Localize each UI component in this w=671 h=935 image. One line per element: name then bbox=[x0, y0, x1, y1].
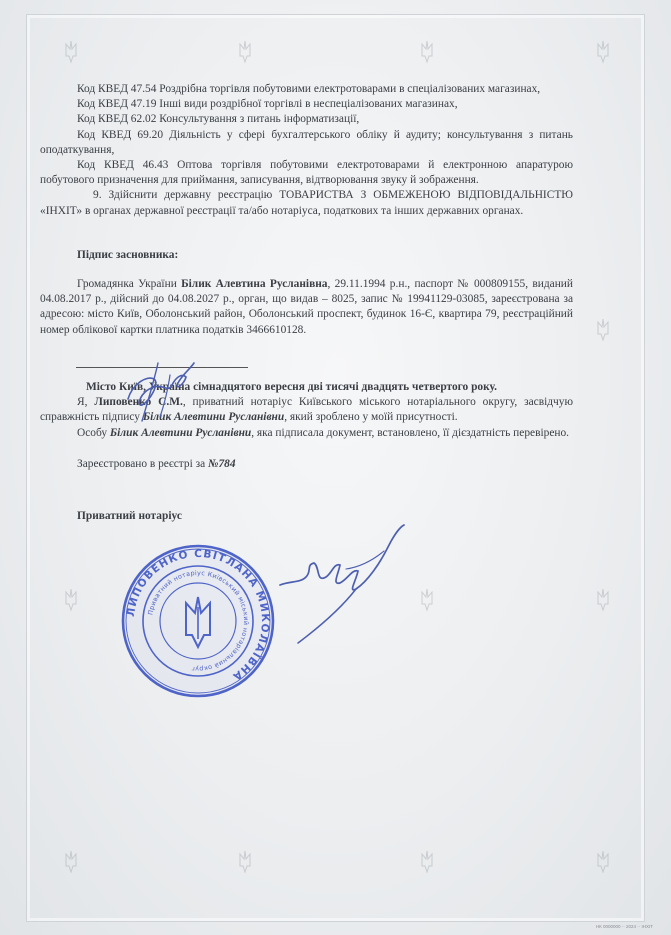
spacer bbox=[40, 263, 573, 277]
kved-line: Код КВЕД 47.19 Інші види роздрібної торгівлі в неспеціалізованих магазинах, bbox=[77, 98, 458, 111]
stamp-inner-text: Приватний нотаріус Київський міський нотаріальний округ bbox=[146, 568, 251, 674]
identity-verified: Особу Білик Алевтини Русланівни, яка підписала документ, встановлено, її дієздатність перевірено. bbox=[77, 426, 570, 439]
spacer bbox=[40, 368, 573, 380]
kved-line: Код КВЕД 47.54 Роздрібна торгівля побутовими електротоварами в спеціалізованих магазинах, bbox=[77, 83, 541, 95]
spacer bbox=[40, 441, 573, 457]
notary-certification: Я, Липовенко С.М., приватний нотаріус Київського міського нотаріального округу, засвідчую справжність підпису Білик Алевтини Русланівни, який зроблено у моїй присутності. bbox=[40, 396, 573, 424]
document-body bbox=[40, 82, 573, 524]
trident-watermark-icon bbox=[236, 850, 254, 874]
trident-watermark-icon bbox=[594, 318, 612, 342]
trident-watermark-icon bbox=[594, 850, 612, 874]
registry-line: Зареєстровано в реєстрі за №784 bbox=[77, 457, 236, 470]
notary-signature-label: Приватний нотаріус bbox=[77, 510, 182, 523]
stamp-outer-text: ЛИПОВЕНКО СВІТЛАНА МИКОЛАЇВНА bbox=[125, 547, 272, 684]
kved-line: Код КВЕД 46.43 Оптова торгівля побутовими електротоварами й електронною апаратурою побутового призначення для приймання, записування, відтворювання звуку й зображення. bbox=[40, 159, 573, 187]
founder-signature-icon bbox=[124, 355, 196, 425]
trident-watermark-icon bbox=[62, 850, 80, 874]
notary-date-line: Місто Київ, Україна сімнадцятого вересня дві тисячі двадцять четвертого року. bbox=[86, 381, 497, 394]
founder-name: Білик Алевтина Русланівна bbox=[181, 278, 328, 291]
spacer bbox=[40, 219, 573, 248]
company-name: ТОВАРИСТВА З ОБМЕЖЕНОЮ ВІДПОВІДАЛЬНІСТЮ «ІНХІТ» bbox=[40, 189, 573, 217]
item-9-paragraph: 9. Здійснити державну реєстрацію ТОВАРИСТВА З ОБМЕЖЕНОЮ ВІДПОВІДАЛЬНІСТЮ «ІНХІТ» в органах державної реєстрації та/або нотаріуса, податкових та інших державних органах. bbox=[40, 189, 573, 217]
signer-name: Білик Алевтини Русланівни bbox=[142, 411, 285, 424]
trident-watermark-icon bbox=[418, 40, 436, 64]
signer-name: Білик Алевтини Русланівни bbox=[109, 426, 252, 439]
trident-watermark-icon bbox=[594, 40, 612, 64]
notary-stamp-icon bbox=[120, 543, 276, 699]
trident-watermark-icon bbox=[62, 588, 80, 612]
form-serial: НК 0000000 ·· 2024 ·· ІНХІТ bbox=[595, 924, 653, 929]
trident-watermark-icon bbox=[418, 588, 436, 612]
kved-line: Код КВЕД 69.20 Діяльність у сфері бухгалтерського обліку й аудиту; консультування з питань оподаткування, bbox=[40, 128, 573, 156]
founder-heading: Підпис засновника: bbox=[77, 248, 179, 261]
registry-number: №784 bbox=[208, 457, 236, 470]
spacer bbox=[40, 338, 573, 352]
trident-watermark-icon bbox=[594, 588, 612, 612]
trident-watermark-icon bbox=[62, 40, 80, 64]
trident-watermark-icon bbox=[236, 40, 254, 64]
spacer bbox=[40, 472, 573, 509]
founder-signature-line bbox=[40, 352, 573, 368]
notary-name: Липовенко С.М. bbox=[94, 396, 183, 409]
kved-line: Код КВЕД 62.02 Консультування з питань інформатизації, bbox=[77, 113, 360, 126]
notary-signature-icon bbox=[276, 521, 410, 647]
founder-paragraph: Громадянка України Білик Алевтина Русланівна, 29.11.1994 р.н., паспорт № 000809155, виданий 04.08.2017 р., дійсний до 04.08.2027 р., орган, що видав – 8025, запис № 19941129-03085, зареєстрована за адресою: місто Київ, Оболонський район, Оболонський проспект, будинок 16-Є, квартира 79, реєстраційний номер облікової картки платника податків 3466610128. bbox=[40, 278, 573, 336]
trident-watermark-icon bbox=[418, 850, 436, 874]
